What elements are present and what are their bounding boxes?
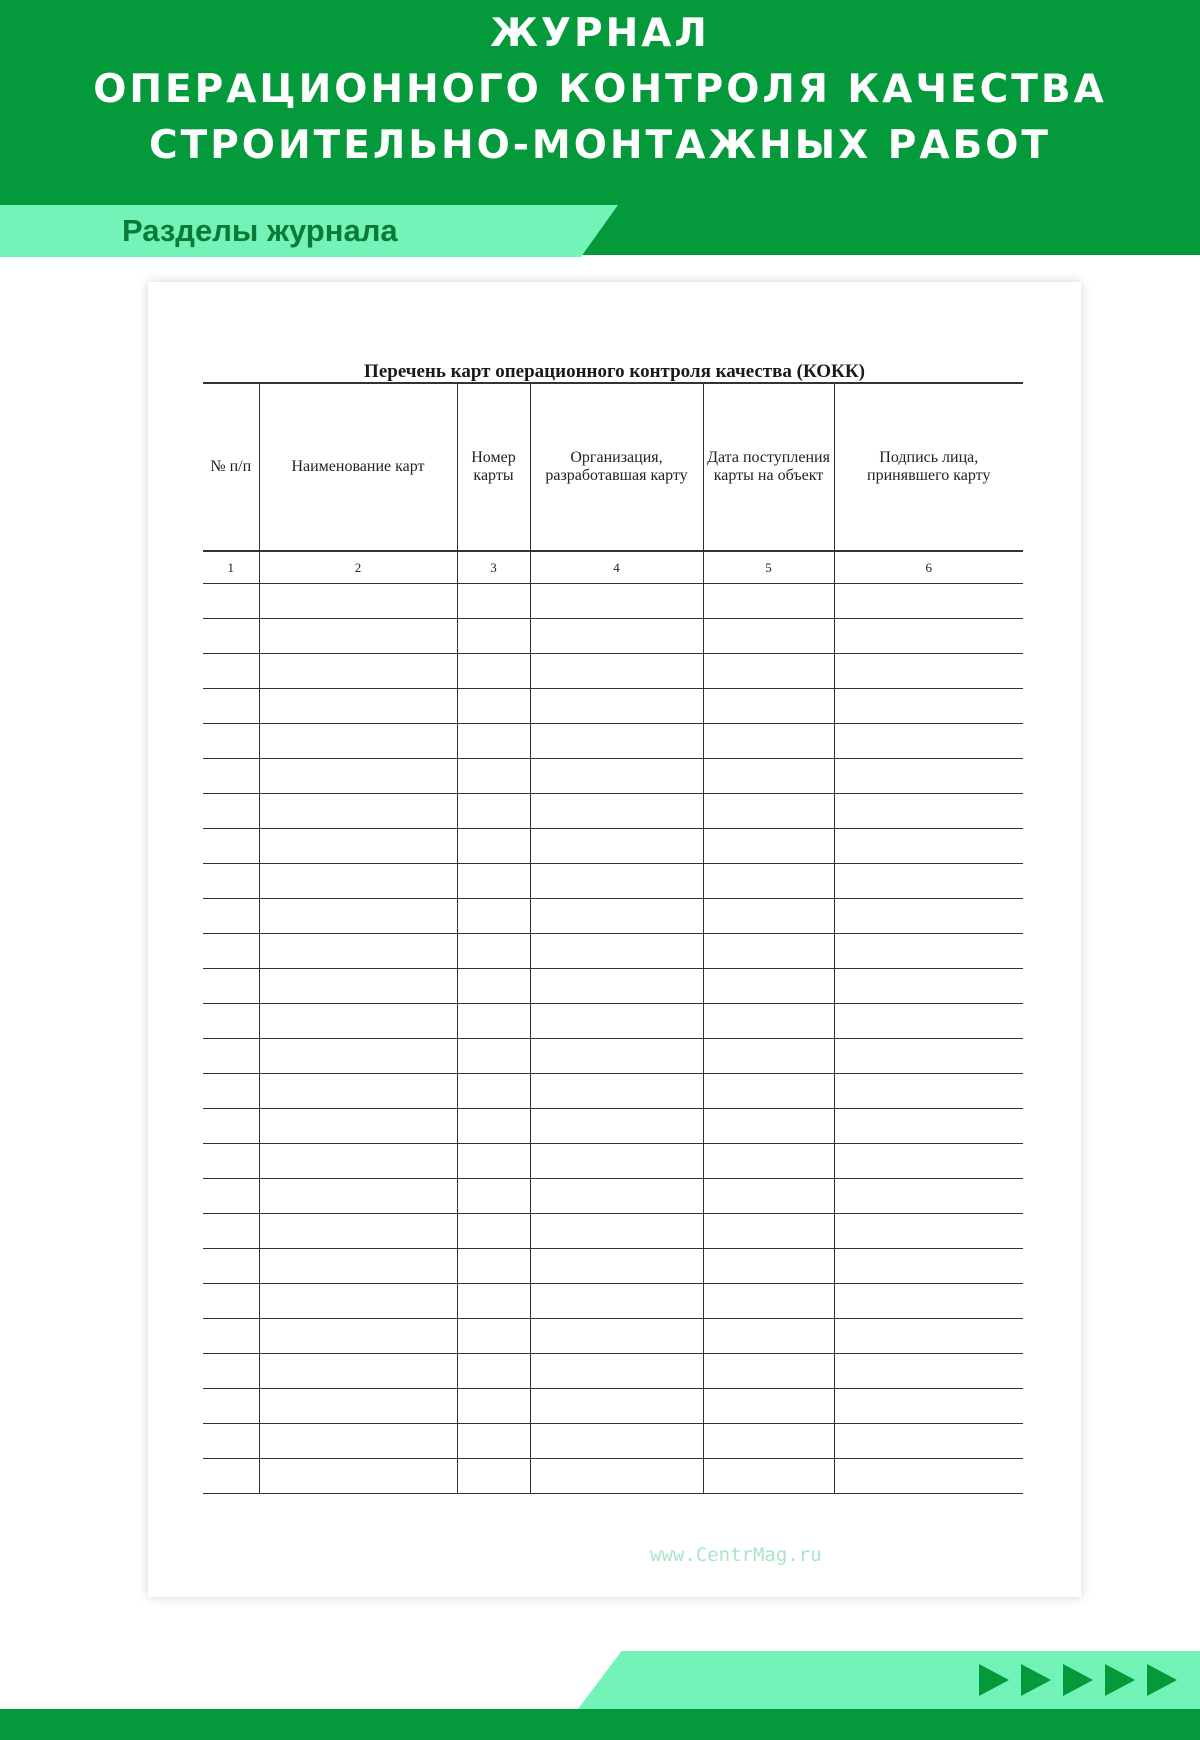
table-cell (457, 794, 530, 829)
table-row (203, 899, 1023, 934)
table-cell (259, 1389, 457, 1424)
table-cell (703, 1284, 834, 1319)
table-cell (203, 899, 259, 934)
table-cell (203, 724, 259, 759)
column-number-row (203, 551, 1023, 584)
column-header: Номер карты (457, 383, 530, 551)
table-row (203, 1109, 1023, 1144)
table-cell (203, 1074, 259, 1109)
table-cell (834, 1424, 1023, 1459)
table-cell (259, 1319, 457, 1354)
table-cell (203, 1179, 259, 1214)
table-cell (203, 1354, 259, 1389)
table-cell (530, 1319, 703, 1354)
table-cell (834, 724, 1023, 759)
table-row (203, 1039, 1023, 1074)
table-cell (259, 1074, 457, 1109)
column-number: 3 (457, 551, 530, 584)
table-cell (703, 759, 834, 794)
table-cell (530, 794, 703, 829)
table-cell (203, 829, 259, 864)
table-cell (834, 1389, 1023, 1424)
table-cell (834, 969, 1023, 1004)
table-cell (703, 1144, 834, 1179)
table-cell (703, 1039, 834, 1074)
table-cell (457, 1459, 530, 1494)
table-cell (259, 934, 457, 969)
table-cell (703, 1354, 834, 1389)
footer-bar (0, 1709, 1200, 1740)
table-cell (457, 1354, 530, 1389)
table-row (203, 794, 1023, 829)
table-row (203, 1214, 1023, 1249)
table-cell (834, 1214, 1023, 1249)
table-row (203, 1354, 1023, 1389)
column-number: 5 (703, 551, 834, 584)
table-cell (457, 1144, 530, 1179)
table-cell (703, 1109, 834, 1144)
table-cell (530, 829, 703, 864)
table-cell (457, 934, 530, 969)
play-arrow-icon (1144, 1662, 1180, 1698)
table-row (203, 689, 1023, 724)
table-cell (703, 584, 834, 619)
table-cell (530, 1249, 703, 1284)
table-cell (203, 969, 259, 1004)
table-cell (530, 1179, 703, 1214)
column-header: Организация, разработавшая карту (530, 383, 703, 551)
column-header: Подпись лица, принявшего карту (834, 383, 1023, 551)
table-cell (259, 794, 457, 829)
table-cell (530, 689, 703, 724)
table-row (203, 1179, 1023, 1214)
table-row (203, 619, 1023, 654)
table-cell (703, 1459, 834, 1494)
table-cell (259, 654, 457, 689)
title-line-3: СТРОИТЕЛЬНО-МОНТАЖНЫХ РАБОТ (148, 123, 1052, 168)
table-cell (457, 759, 530, 794)
table-cell (457, 1179, 530, 1214)
table-cell (259, 1109, 457, 1144)
table-cell (203, 1459, 259, 1494)
column-header: № п/п (203, 383, 259, 551)
table-cell (457, 1109, 530, 1144)
table-cell (203, 1319, 259, 1354)
table-cell (703, 1004, 834, 1039)
table-row (203, 724, 1023, 759)
table-row (203, 1249, 1023, 1284)
table-cell (703, 619, 834, 654)
table-cell (530, 899, 703, 934)
table-row (203, 1424, 1023, 1459)
table-row (203, 1074, 1023, 1109)
table-cell (457, 689, 530, 724)
table-row (203, 829, 1023, 864)
table-cell (703, 899, 834, 934)
table-cell (834, 654, 1023, 689)
table-cell (457, 1214, 530, 1249)
table-cell (530, 1424, 703, 1459)
table-cell (259, 1249, 457, 1284)
table-cell (834, 1284, 1023, 1319)
table-cell (834, 794, 1023, 829)
table-cell (703, 829, 834, 864)
table-cell (259, 1004, 457, 1039)
table-row (203, 1144, 1023, 1179)
column-number: 4 (530, 551, 703, 584)
table-cell (703, 1424, 834, 1459)
table-cell (259, 1284, 457, 1319)
table-cell (457, 1319, 530, 1354)
table-cell (457, 969, 530, 1004)
table-cell (834, 934, 1023, 969)
table-cell (203, 1284, 259, 1319)
table-cell (834, 1144, 1023, 1179)
table-cell (457, 1284, 530, 1319)
table-cell (259, 724, 457, 759)
table-cell (457, 654, 530, 689)
table-cell (530, 969, 703, 1004)
arrows-decoration (976, 1662, 1180, 1698)
table-cell (203, 1039, 259, 1074)
table-cell (834, 1179, 1023, 1214)
table-row (203, 934, 1023, 969)
table-row (203, 1284, 1023, 1319)
table-cell (259, 759, 457, 794)
table-row (203, 1319, 1023, 1354)
table-cell (834, 1074, 1023, 1109)
table-cell (259, 1179, 457, 1214)
table-cell (203, 689, 259, 724)
table-cell (457, 619, 530, 654)
table-cell (530, 584, 703, 619)
table-cell (457, 864, 530, 899)
table-cell (457, 1004, 530, 1039)
title-line-2: ОПЕРАЦИОННОГО КОНТРОЛЯ КАЧЕСТВА (93, 67, 1107, 112)
table-cell (834, 899, 1023, 934)
table-cell (530, 619, 703, 654)
table-row (203, 864, 1023, 899)
table-cell (530, 1109, 703, 1144)
table-cell (457, 1249, 530, 1284)
table-cell (259, 969, 457, 1004)
table-cell (530, 1389, 703, 1424)
table-row (203, 584, 1023, 619)
table-cell (259, 584, 457, 619)
table-cell (203, 1144, 259, 1179)
table-cell (203, 1109, 259, 1144)
table-cell (834, 1354, 1023, 1389)
table-cell (457, 899, 530, 934)
table-cell (457, 1074, 530, 1109)
table-cell (203, 1424, 259, 1459)
table-cell (203, 1249, 259, 1284)
table-cell (703, 794, 834, 829)
table-row (203, 654, 1023, 689)
table-cell (203, 1389, 259, 1424)
table-cell (703, 1074, 834, 1109)
column-number: 1 (203, 551, 259, 584)
section-label: Разделы журнала (122, 213, 398, 248)
journal-page (148, 282, 1081, 1597)
table-cell (203, 584, 259, 619)
table-cell (703, 1214, 834, 1249)
table-cell (259, 899, 457, 934)
table-cell (457, 1424, 530, 1459)
table-cell (834, 689, 1023, 724)
table-cell (457, 1389, 530, 1424)
table-cell (834, 1249, 1023, 1284)
play-arrow-icon (976, 1662, 1012, 1698)
table-cell (834, 1039, 1023, 1074)
table-cell (457, 724, 530, 759)
table-cell (259, 1424, 457, 1459)
table-cell (259, 1459, 457, 1494)
table-cell (834, 1459, 1023, 1494)
table-cell (703, 1249, 834, 1284)
table-cell (834, 1004, 1023, 1039)
table-cell (259, 1144, 457, 1179)
table-cell (703, 1389, 834, 1424)
table-cell (703, 1319, 834, 1354)
table-cell (530, 1354, 703, 1389)
table-cell (834, 759, 1023, 794)
table-cell (703, 654, 834, 689)
table-cell (834, 1319, 1023, 1354)
table-row (203, 1389, 1023, 1424)
play-arrow-icon (1102, 1662, 1138, 1698)
table-cell (457, 1039, 530, 1074)
table-cell (259, 1039, 457, 1074)
table-cell (703, 934, 834, 969)
table-cell (530, 1284, 703, 1319)
table-cell (259, 619, 457, 654)
table-cell (834, 619, 1023, 654)
table-cell (530, 1074, 703, 1109)
table-cell (259, 1214, 457, 1249)
table-cell (259, 829, 457, 864)
table-cell (703, 689, 834, 724)
table-cell (834, 864, 1023, 899)
table-row (203, 1004, 1023, 1039)
table-cell (259, 689, 457, 724)
table-cell (530, 1004, 703, 1039)
table-cell (530, 759, 703, 794)
header-row (203, 383, 1023, 551)
table-cell (703, 864, 834, 899)
table-cell (834, 584, 1023, 619)
table-cell (203, 794, 259, 829)
table-cell (703, 1179, 834, 1214)
table-cell (834, 829, 1023, 864)
table-cell (259, 864, 457, 899)
title-line-1: ЖУРНАЛ (490, 11, 710, 56)
table-cell (457, 829, 530, 864)
table-cell (203, 619, 259, 654)
table-cell (530, 864, 703, 899)
play-arrow-icon (1060, 1662, 1096, 1698)
table-cell (703, 969, 834, 1004)
table-cell (457, 584, 530, 619)
table-cell (203, 1214, 259, 1249)
page-title (0, 6, 1200, 174)
watermark: www.CentrMag.ru (650, 1544, 822, 1566)
table-row (203, 759, 1023, 794)
table-cell (203, 934, 259, 969)
table-cell (203, 864, 259, 899)
table-cell (530, 1039, 703, 1074)
column-header: Дата поступления карты на объект (703, 383, 834, 551)
table-cell (203, 1004, 259, 1039)
play-arrow-icon (1018, 1662, 1054, 1698)
table-cell (530, 1144, 703, 1179)
table-cell (530, 934, 703, 969)
table-cell (530, 654, 703, 689)
journal-table (203, 382, 1023, 1494)
table-cell (834, 1109, 1023, 1144)
table-cell (530, 724, 703, 759)
column-header: Наименование карт (259, 383, 457, 551)
table-cell (203, 759, 259, 794)
document-title: Перечень карт операционного контроля качества (КОКК) (364, 361, 865, 382)
table-cell (259, 1354, 457, 1389)
table-cell (530, 1214, 703, 1249)
table-row (203, 1459, 1023, 1494)
column-number: 6 (834, 551, 1023, 584)
table-cell (703, 724, 834, 759)
column-number: 2 (259, 551, 457, 584)
table-cell (203, 654, 259, 689)
table-cell (530, 1459, 703, 1494)
table-row (203, 969, 1023, 1004)
